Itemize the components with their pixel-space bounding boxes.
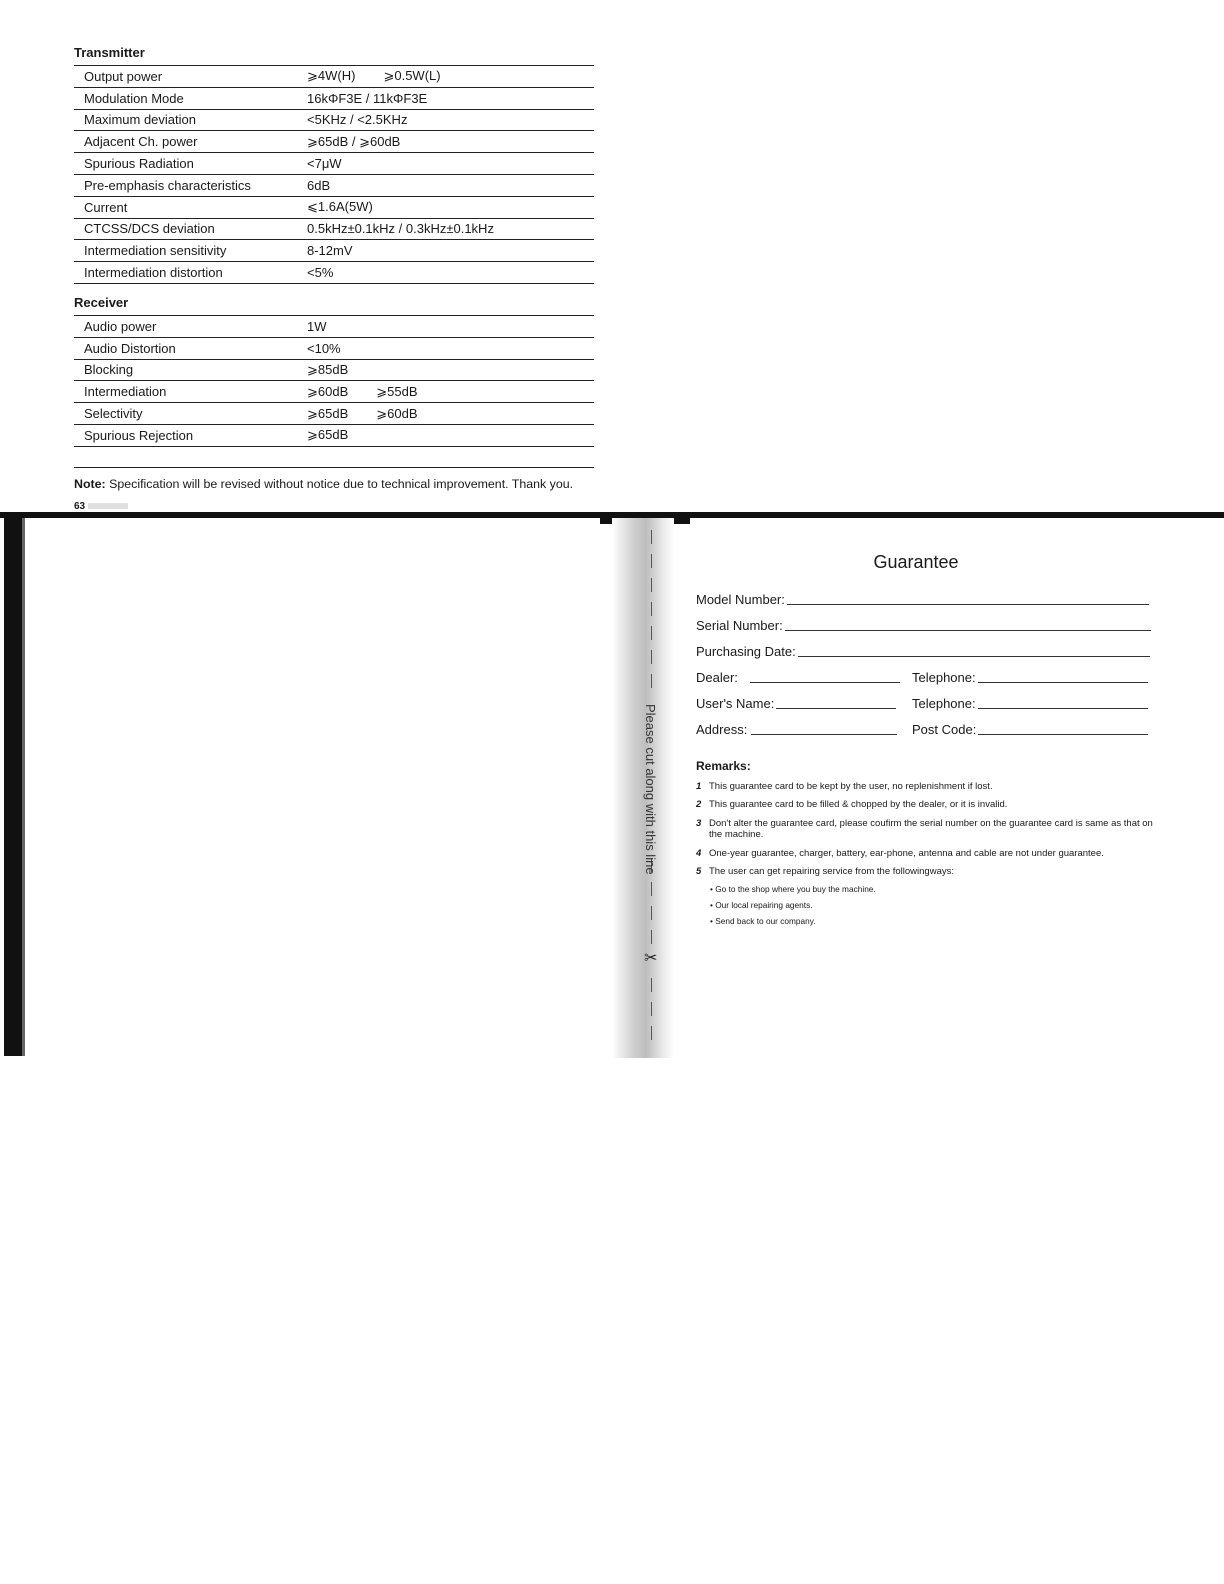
remark-item — [696, 848, 1166, 859]
bullet-icon: • — [710, 916, 716, 927]
transmitter-value: 0.5kHz±0.1kHz / 0.3kHz±0.1kHz — [307, 221, 494, 237]
receiver-table — [74, 315, 594, 447]
receiver-label: Audio Distortion — [74, 337, 299, 359]
cut-dash — [651, 602, 652, 616]
model-number-line[interactable] — [787, 603, 1149, 605]
remark-number: 5 — [696, 865, 702, 877]
purchasing-date-row — [696, 643, 1166, 659]
user-telephone-label: Telephone: — [912, 696, 976, 711]
transmitter-value-cell — [299, 240, 594, 262]
receiver-value-cell — [299, 337, 594, 359]
cut-dash — [651, 882, 652, 896]
remark-number: 1 — [696, 781, 702, 792]
cut-dash — [651, 1026, 652, 1040]
remark-text: The user can get repairing service from the followingways: — [709, 865, 955, 877]
scan-left-edge — [4, 516, 22, 1056]
transmitter-value-cell — [299, 196, 594, 218]
receiver-value: ⩾60dB — [307, 383, 349, 399]
remark-number: 4 — [696, 847, 702, 859]
service-option — [710, 884, 1166, 894]
receiver-value: <10% — [307, 340, 341, 356]
remark-item — [696, 818, 1166, 841]
user-telephone-field[interactable] — [912, 696, 1148, 711]
post-code-line[interactable] — [978, 733, 1148, 735]
service-option-text: Go to the shop where you buy the machine. — [715, 884, 876, 895]
transmitter-label: Spurious Radiation — [74, 153, 299, 175]
receiver-value: 1W — [307, 318, 327, 334]
transmitter-row — [74, 218, 594, 240]
remark-item — [696, 866, 1166, 877]
transmitter-value: 6dB — [307, 177, 331, 193]
remark-text: Don't alter the guarantee card, please coufirm the serial number on the guarantee card is same as that on the machine. — [709, 817, 1153, 841]
service-option-text: Our local repairing agents. — [715, 900, 813, 911]
receiver-label: Blocking — [74, 359, 299, 381]
receiver-row — [74, 337, 594, 359]
remark-number: 3 — [696, 817, 702, 829]
transmitter-value: <5KHz / <2.5KHz — [307, 112, 408, 128]
transmitter-label: Output power — [74, 66, 299, 88]
transmitter-label: Intermediation sensitivity — [74, 240, 299, 262]
users-name-label: User's Name: — [696, 696, 775, 711]
service-option-text: Send back to our company. — [715, 916, 816, 927]
transmitter-label: Current — [74, 196, 299, 218]
transmitter-value: <5% — [307, 265, 334, 281]
transmitter-value-cell — [299, 153, 594, 175]
remark-item — [696, 799, 1166, 810]
serial-number-label: Serial Number: — [696, 618, 783, 633]
transmitter-value-cell — [299, 109, 594, 131]
receiver-value-secondary: ⩾60dB — [376, 405, 418, 421]
note — [74, 477, 596, 491]
dealer-telephone-field[interactable] — [912, 670, 1148, 685]
address-line[interactable] — [751, 733, 897, 735]
transmitter-label: Pre-emphasis characteristics — [74, 174, 299, 196]
transmitter-value: 16kΦF3E / 11kΦF3E — [307, 90, 428, 106]
transmitter-label: Adjacent Ch. power — [74, 131, 299, 153]
receiver-value: ⩾65dB — [307, 405, 349, 421]
dealer-telephone-line[interactable] — [978, 681, 1148, 683]
receiver-row — [74, 424, 594, 446]
dealer-row — [696, 669, 1166, 685]
post-code-label: Post Code: — [912, 722, 977, 737]
transmitter-value: ⩽1.6A(5W) — [307, 199, 373, 215]
dealer-telephone-label: Telephone: — [912, 670, 976, 685]
transmitter-value: <7μW — [307, 156, 342, 172]
address-field[interactable] — [696, 722, 912, 737]
receiver-value: ⩾65dB — [307, 427, 349, 443]
users-name-line[interactable] — [776, 707, 896, 709]
cut-dash — [651, 674, 652, 688]
transmitter-row — [74, 66, 594, 88]
transmitter-value-cell — [299, 66, 594, 88]
model-number-row — [696, 591, 1166, 607]
dealer-line[interactable] — [750, 681, 900, 683]
serial-number-line[interactable] — [785, 629, 1151, 631]
transmitter-value-cell — [299, 174, 594, 196]
service-options-list — [710, 884, 1166, 926]
transmitter-value-cell — [299, 218, 594, 240]
receiver-label: Intermediation — [74, 381, 299, 403]
cut-dash — [651, 578, 652, 592]
remarks-list — [696, 781, 1166, 877]
serial-number-row — [696, 617, 1166, 633]
transmitter-row — [74, 87, 594, 109]
transmitter-label: CTCSS/DCS deviation — [74, 218, 299, 240]
transmitter-value-cell — [299, 262, 594, 284]
specifications-page — [74, 40, 596, 512]
address-label: Address: — [696, 722, 748, 737]
scissors-icon: ✂ — [644, 950, 658, 967]
receiver-value-secondary: ⩾55dB — [376, 383, 418, 399]
dealer-field[interactable] — [696, 670, 912, 685]
cut-instruction: Please cut along with this line — [643, 704, 658, 875]
cut-dash — [651, 530, 652, 544]
receiver-value-cell — [299, 315, 594, 337]
transmitter-label: Intermediation distortion — [74, 262, 299, 284]
receiver-value-cell — [299, 359, 594, 381]
note-label: Note: — [74, 476, 106, 491]
users-name-field[interactable] — [696, 696, 912, 711]
note-divider — [74, 467, 594, 468]
transmitter-table — [74, 65, 594, 284]
post-code-field[interactable] — [912, 722, 1148, 737]
purchasing-date-label: Purchasing Date: — [696, 644, 796, 659]
transmitter-value-cell — [299, 87, 594, 109]
cut-dash — [651, 930, 652, 944]
service-option — [710, 900, 1166, 910]
receiver-label: Spurious Rejection — [74, 424, 299, 446]
cut-dash — [651, 554, 652, 568]
purchasing-date-line[interactable] — [798, 655, 1150, 657]
user-telephone-line[interactable] — [978, 707, 1148, 709]
receiver-label: Selectivity — [74, 403, 299, 425]
transmitter-row — [74, 174, 594, 196]
transmitter-value-secondary: ⩾0.5W(L) — [383, 68, 441, 84]
receiver-row — [74, 315, 594, 337]
scan-left-inner-edge — [22, 518, 25, 1056]
page-number — [74, 501, 596, 512]
guarantee-title: Guarantee — [873, 552, 959, 572]
transmitter-row — [74, 240, 594, 262]
receiver-value: ⩾85dB — [307, 361, 349, 377]
transmitter-row — [74, 153, 594, 175]
bullet-icon: • — [710, 884, 716, 895]
receiver-value-cell — [299, 424, 594, 446]
guarantee-page — [696, 552, 1166, 932]
transmitter-label: Maximum deviation — [74, 109, 299, 131]
transmitter-row — [74, 262, 594, 284]
dealer-label: Dealer: — [696, 670, 738, 685]
receiver-value-cell — [299, 381, 594, 403]
page-number-bar — [88, 503, 128, 509]
transmitter-row — [74, 196, 594, 218]
users-name-row — [696, 695, 1166, 711]
receiver-title: Receiver — [74, 294, 129, 310]
bullet-icon: • — [710, 900, 716, 911]
remark-text: This guarantee card to be filled & chopped by the dealer, or it is invalid. — [709, 799, 1008, 811]
receiver-row — [74, 381, 594, 403]
transmitter-row — [74, 109, 594, 131]
remark-number: 2 — [696, 799, 702, 811]
model-number-label: Model Number: — [696, 592, 785, 607]
remark-text: One-year guarantee, charger, battery, ear-phone, antenna and cable are not under guarantee. — [709, 847, 1104, 859]
receiver-label: Audio power — [74, 315, 299, 337]
cut-dash — [651, 978, 652, 992]
transmitter-row — [74, 131, 594, 153]
model-number-field[interactable] — [696, 592, 1149, 607]
cut-dash — [651, 906, 652, 920]
cut-dash — [651, 650, 652, 664]
page-number-text: 63 — [74, 500, 86, 512]
transmitter-label: Modulation Mode — [74, 87, 299, 109]
transmitter-value: ⩾65dB / ⩾60dB — [307, 133, 401, 149]
transmitter-title: Transmitter — [74, 45, 145, 60]
note-text: Specification will be revised without notice due to technical improvement. Thank you. — [105, 476, 574, 491]
transmitter-value: 8-12mV — [307, 243, 353, 259]
remarks-title: Remarks: — [696, 759, 751, 773]
receiver-value-cell — [299, 403, 594, 425]
receiver-row — [74, 359, 594, 381]
transmitter-value-cell — [299, 131, 594, 153]
address-row — [696, 721, 1166, 737]
purchasing-date-field[interactable] — [696, 644, 1150, 659]
remark-text: This guarantee card to be kept by the user, no replenishment if lost. — [709, 781, 993, 792]
remark-item — [696, 781, 1166, 792]
transmitter-value: ⩾4W(H) — [307, 68, 356, 84]
service-option — [710, 916, 1166, 926]
cut-dash — [651, 1002, 652, 1016]
receiver-row — [74, 403, 594, 425]
cut-dash — [651, 626, 652, 640]
serial-number-field[interactable] — [696, 618, 1151, 633]
